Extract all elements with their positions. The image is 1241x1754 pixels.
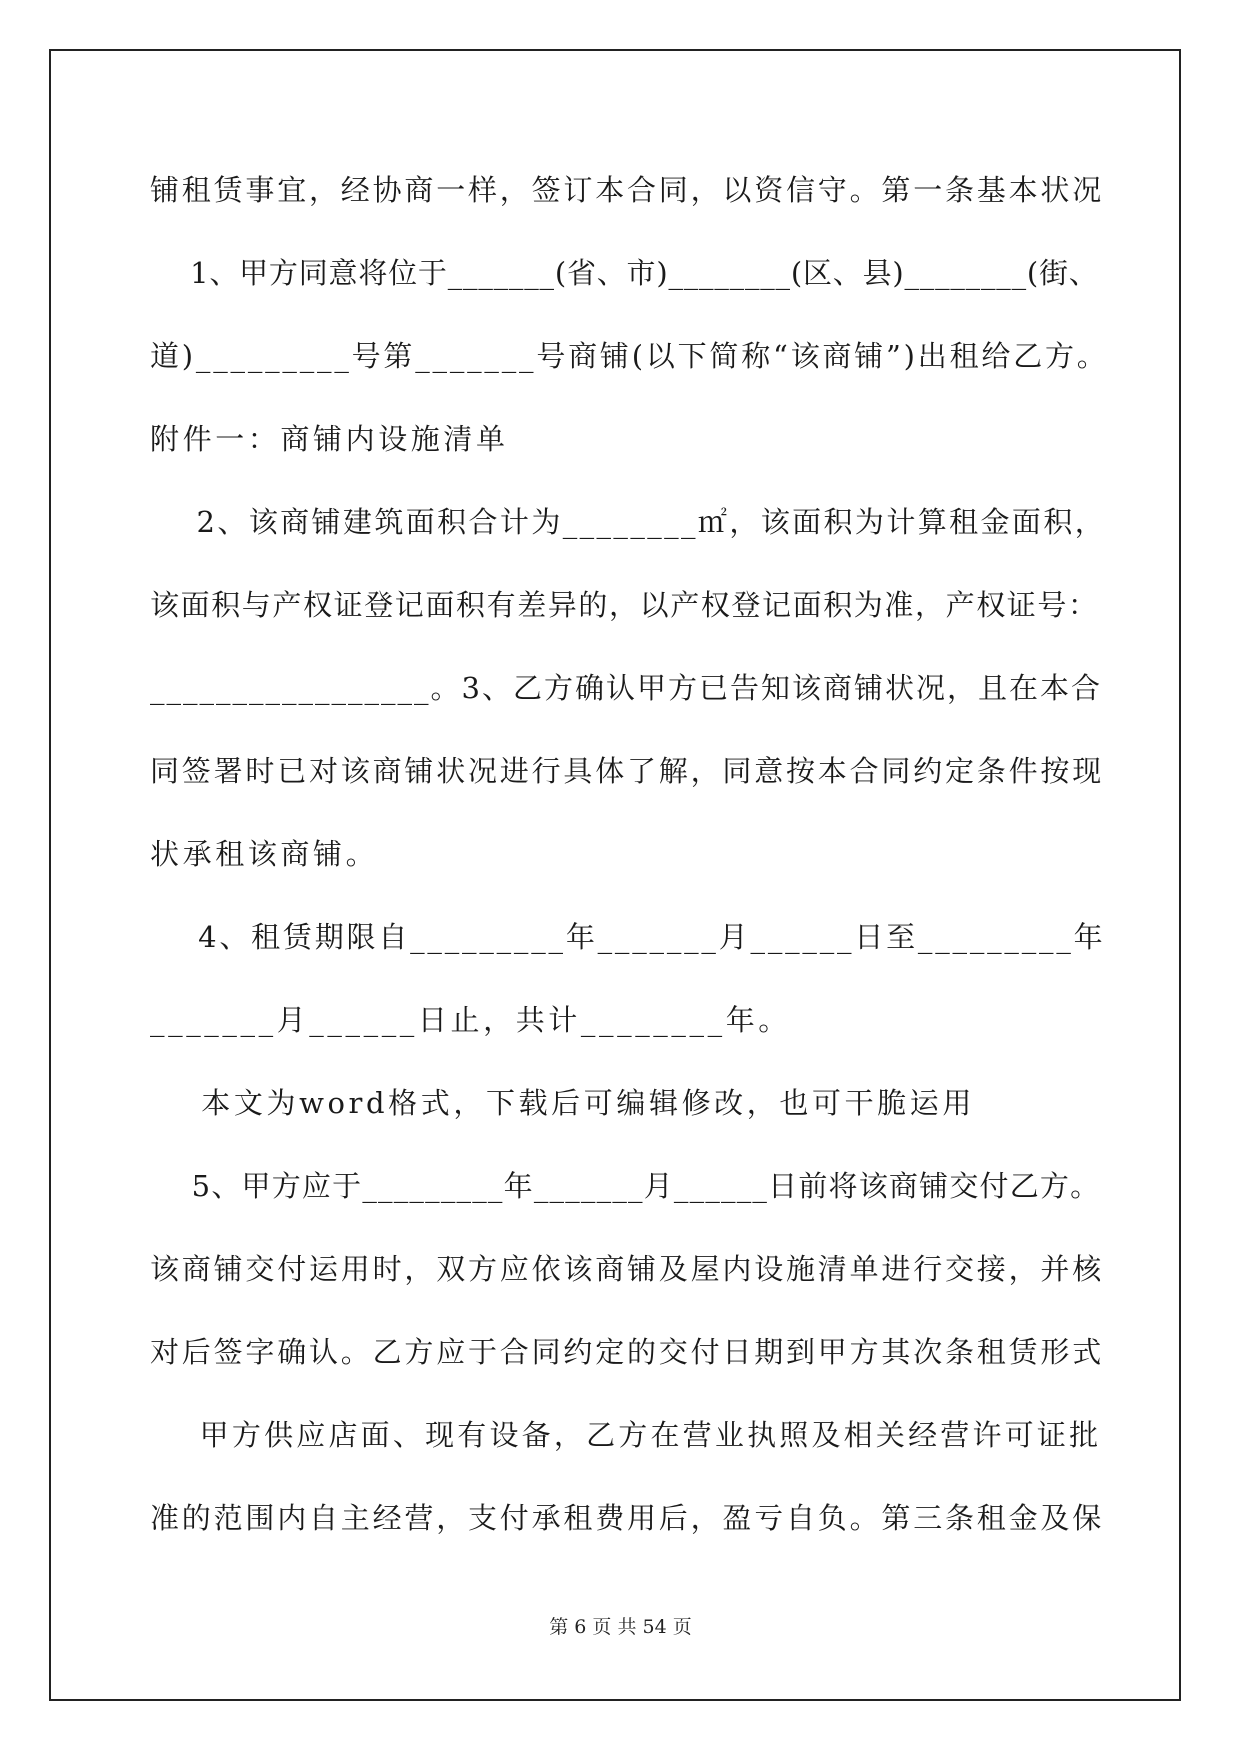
text-line-7: _________________。3、乙方确认甲方已告知该商铺状况，且在本合 (150, 671, 1102, 705)
text-line-14: 该商铺交付运用时，双方应依该商铺及屋内设施清单进行交接，并核 (150, 1252, 1105, 1286)
text-line-5: 2、该商铺建筑面积合计为________㎡，该面积为计算租金面积， (150, 505, 1107, 539)
text-line-16: 甲方供应店面、现有设备，乙方在营业执照及相关经营许可证批 (150, 1418, 1102, 1452)
text-line-6: 该面积与产权证登记面积有差异的，以产权登记面积为准，产权证号： (150, 588, 1099, 622)
text-line-9: 状承租该商铺。 (150, 837, 379, 871)
text-line-15: 对后签字确认。乙方应于合同约定的交付日期到甲方其次条租赁形式 (150, 1335, 1105, 1369)
text-line-2: 1、甲方同意将位于_______(省、市)________(区、县)________(街、 (150, 256, 1099, 290)
text-line-12: 本文为word格式，下载后可编辑修改，也可干脆运用 (150, 1086, 975, 1120)
text-line-17: 准的范围内自主经营，支付承租费用后，盈亏自负。第三条租金及保 (150, 1501, 1105, 1535)
text-line-3: 道)_________号第_______号商铺(以下简称“该商铺”)出租给乙方。 (150, 339, 1109, 373)
text-line-10: 4、租赁期限自_________年_______月______日至_________年 (150, 920, 1106, 954)
text-line-11: _______月______日止，共计________年。 (150, 1003, 791, 1037)
text-line-1: 铺租赁事宜，经协商一样，签订本合同，以资信守。第一条基本状况 (150, 173, 1105, 207)
text-line-4: 附件一：商铺内设施清单 (150, 422, 509, 456)
text-line-8: 同签署时已对该商铺状况进行具体了解，同意按本合同约定条件按现 (150, 754, 1105, 788)
text-line-13: 5、甲方应于_________年_______月______日前将该商铺交付乙方。 (150, 1169, 1101, 1203)
page-number-footer: 第 6 页 共 54 页 (549, 1616, 692, 1638)
